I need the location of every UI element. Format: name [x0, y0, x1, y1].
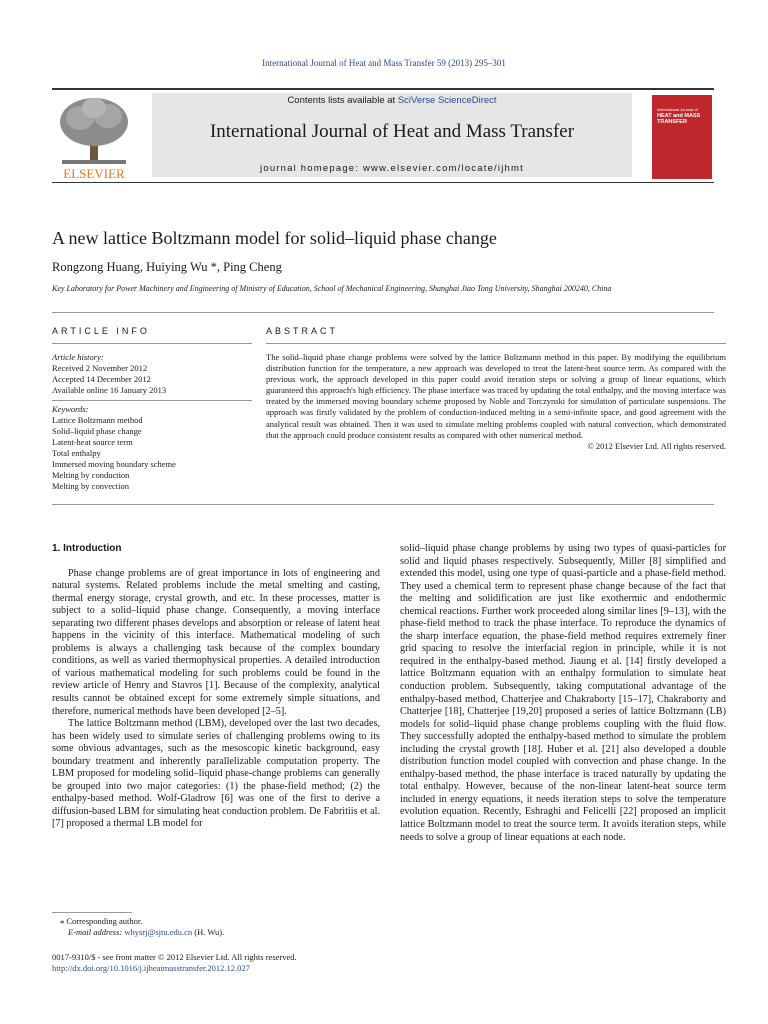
- header-rule-top: [52, 88, 714, 90]
- history-label: Article history:: [52, 352, 104, 362]
- divider-bottom: [52, 504, 714, 505]
- elsevier-logo[interactable]: [52, 94, 136, 182]
- journal-header: [52, 88, 714, 184]
- divider-keywords: [52, 400, 252, 401]
- keywords-label: Keywords:: [52, 404, 89, 414]
- received-date: Received 2 November 2012: [52, 363, 148, 373]
- email-label: E-mail address:: [68, 927, 125, 937]
- divider-top: [52, 312, 714, 313]
- intro-paragraph-3: solid–liquid phase change problems by using two types of quasi-particles for solid and liquid phases respectively. Subsequently, Miller [8] simplified and extended this model, using one type of quasi-particle and a phase-field method. They used a chemical term to represent phase change because of the fact that the melting and solidification are just like exothermic and endothermic chemical reactions. Further work proceeded along similar lines [9–13], with the phase-field method to track the phase interface. To reproduce the dynamics of the sharp interface equation, the phase-field method requires extremely finer grid spacing to resolve the interfacial region in principle, while it is not required in the enthalpy-based method. Jiaung et al. [14] firstly developed a lattice Boltzmann equation with an enthalpy formulation to simulate heat conduction problem. Subsequently, taking computational advantage of the enthalpy-based method, Chatterjee and Chakraborty [15–17], Chakraborty and Chatterjee [18], Chatterjee [19,20] proposed a series of lattice Boltzmann (LB) models for solid–liquid phase change problems coupling with the fluid flow. They successfully adopted the enthalpy-based method to simulate the problem including the crystal growth [18]. Huber et al. [21] also developed a double distribution function model coupled with convection and phase change. In the enthalpy-based method, the phase interface is traced naturally by updating the total enthalpy. However, because of the non-linear latent-heat source term included in energy equations, it needs iteration steps to solve the temperature evolution equation. Recently, Eshraghi and Felicelli [22] proposed an implicit lattice Boltzmann model to treat the source term. It avoids iteration steps, while needs to solve a group of linear equations at each node.: [400, 543, 726, 843]
- keyword-item: Total enthalpy: [52, 448, 101, 458]
- article-authors: Rongzong Huang, Huiying Wu *, Ping Cheng: [52, 260, 282, 274]
- journal-cover-thumbnail[interactable]: [652, 95, 712, 179]
- abstract-text: The solid–liquid phase change problems were solved by the lattice Boltzmann method in this paper. By modifying the equilibrium distribution function for the temperature, a new approach was developed to treat the latent-heat source term. As compared with the previous work, the approach developed in this paper could avoid iteration steps or solving a group of linear equations, which guaranteed this approach's high efficiency. The phase interface was traced by updating the total enthalpy, and the moving interface was treated by the immersed moving boundary scheme proposed by Noble and Torczynski for simulation of particulate suspensions. The approach was firstly validated by the problem of conduction-induced melting in a semi-infinite space, and good agreement with the analytical result was obtained. Then it was used to simulate melting problems coupled with natural convection, which demonstrated that the approach could produce consistent results as compared with other numerical method.: [266, 352, 726, 440]
- intro-paragraph-1: Phase change problems are of great importance in lots of engineering and natural systems. Related problems include the metal smelting and casting, thermal energy storage, crystal growth, and etc. In these processes, matter is subject to a solid–liquid phase change. Consequently, a moving interface separating two different phases develops and absorption or release of latent heat happens in the vicinity of this interface. Mathematical modeling of such problems is always a challenging task because of the complex boundary conditions, as well as varied thermophysical properties. A detailed introduction of various mathematical modeling for such problems could be found in the review article of Henry and Stavros [1]. Because of the complexity, analytical results cannot be obtained except for some extremely simple situations, and therefore, numerical methods have been developed [2–5].: [52, 567, 380, 717]
- email-line: [60, 927, 380, 938]
- email-suffix: (H. Wu).: [192, 927, 225, 937]
- issn-line: 0017-9310/$ - see front matter © 2012 Elsevier Ltd. All rights reserved.: [52, 952, 297, 962]
- keyword-item: Melting by conduction: [52, 470, 130, 480]
- cover-text: [657, 107, 707, 125]
- journal-reference[interactable]: International Journal of Heat and Mass Transfer 59 (2013) 295–301: [262, 58, 506, 68]
- abstract-block: [266, 352, 726, 452]
- article-info-block: [52, 352, 252, 492]
- introduction-heading: 1. Introduction: [52, 543, 122, 554]
- contents-line: [152, 95, 632, 106]
- corresponding-author-note: ⁎ Corresponding author.: [60, 916, 143, 926]
- divider-abstract: [266, 343, 726, 344]
- author-affiliation: Key Laboratory for Power Machinery and Engineering of Ministry of Education, School of Mechanical Engineering, Shanghai Jiao Tong University, Shanghai 200240, China: [52, 284, 612, 293]
- contents-prefix: Contents lists available at: [287, 95, 398, 106]
- keyword-item: Immersed moving boundary scheme: [52, 459, 176, 469]
- copyright-notice: © 2012 Elsevier Ltd. All rights reserved.: [587, 440, 726, 451]
- column-left: [52, 543, 380, 831]
- keyword-item: Melting by convection: [52, 481, 129, 491]
- tree-icon: [52, 94, 136, 182]
- sciencedirect-link[interactable]: SciVerse ScienceDirect: [397, 95, 497, 106]
- article-info-heading: ARTICLE INFO: [52, 326, 150, 336]
- homepage-line: [152, 163, 632, 174]
- divider-info: [52, 343, 252, 344]
- keyword-item: Latent-heat source term: [52, 437, 133, 447]
- abstract-heading: ABSTRACT: [266, 326, 339, 336]
- footnote: [60, 916, 380, 938]
- accepted-date: Accepted 14 December 2012: [52, 374, 151, 384]
- email-link[interactable]: whysrj@sjtu.edu.cn: [124, 927, 193, 937]
- header-rule-bottom: [52, 182, 714, 183]
- homepage-label: journal homepage:: [260, 163, 363, 174]
- cover-line-1: International Journal of: [657, 107, 698, 112]
- keyword-item: Solid–liquid phase change: [52, 426, 142, 436]
- intro-paragraph-2: The lattice Boltzmann method (LBM), developed over the last two decades, has been widely used to simulate series of challenging problems owing to its some obvious advantages, such as the mesoscopic kinetic background, easy boundary treatment and inherently parallelizable computation property. The LBM proposed for modeling solid–liquid phase-change problems can generally be grouped into two major categories: (1) the phase-field method; (2) the enthalpy-based method. Wolf-Gladrow [6] was one of the first to derive a diffusion-based LBM for simulating heat conduction problem. De Fabritiis et al. [7] proposed a thermal LB model for: [52, 718, 380, 830]
- keyword-item: Lattice Boltzmann method: [52, 415, 143, 425]
- online-date: Available online 16 January 2013: [52, 385, 167, 395]
- column-right: [400, 543, 726, 844]
- footnote-rule: [52, 912, 132, 913]
- cover-line-3: TRANSFER: [657, 119, 687, 125]
- cover-line-2: HEAT and MASS: [657, 113, 701, 119]
- publisher-logo-text: ELSEVIER: [63, 166, 125, 181]
- article-title: A new lattice Boltzmann model for solid–liquid phase change: [52, 228, 497, 248]
- homepage-link[interactable]: www.elsevier.com/locate/ijhmt: [362, 163, 524, 174]
- doi-link[interactable]: http://dx.doi.org/10.1016/j.ijheatmasstransfer.2012.12.027: [52, 963, 250, 973]
- journal-title: International Journal of Heat and Mass Transfer: [209, 121, 575, 142]
- bottom-matter: [52, 952, 452, 974]
- journal-banner: [152, 93, 632, 177]
